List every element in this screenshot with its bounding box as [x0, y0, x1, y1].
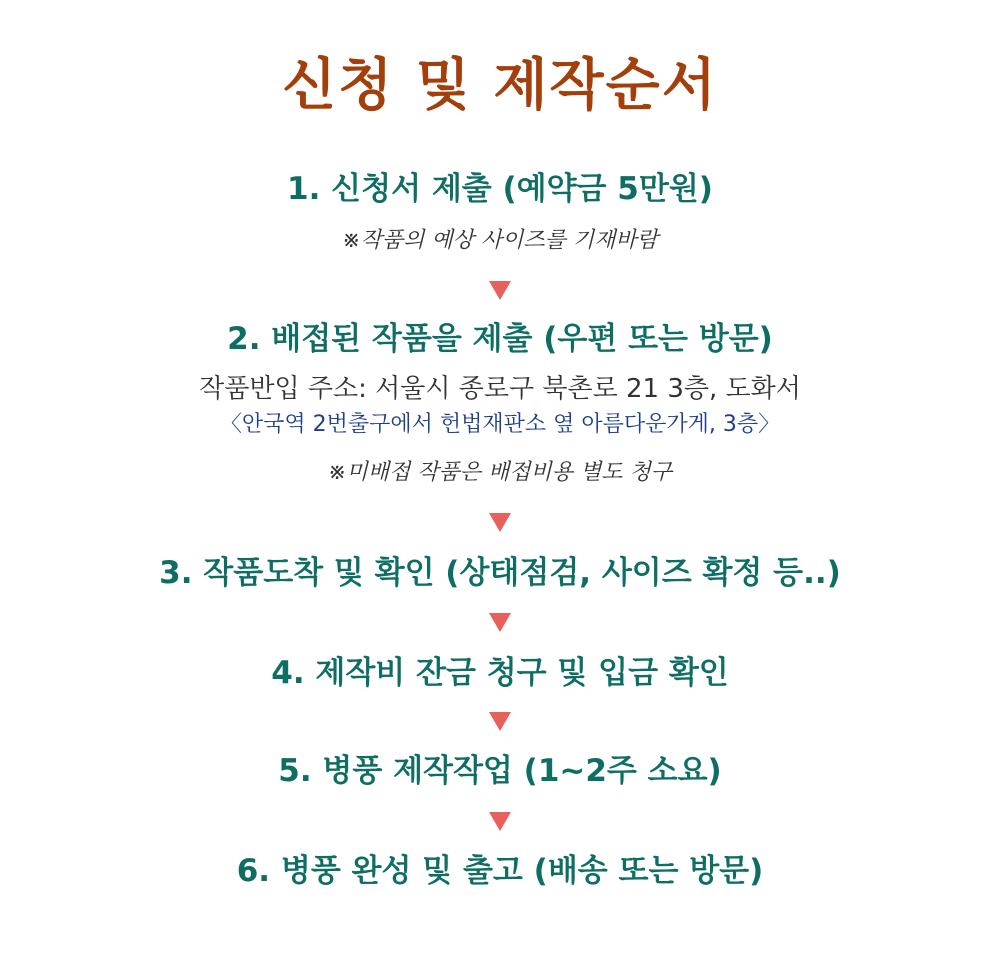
down-arrow-icon: [489, 281, 511, 300]
step-4-label: 4. 제작비 잔금 청구 및 입금 확인: [271, 655, 729, 691]
step-1-label: 1. 신청서 제출 (예약금 5만원): [287, 171, 713, 207]
step-5-label: 5. 병풍 제작작업 (1~2주 소요): [278, 753, 722, 789]
down-arrow-icon: [489, 712, 511, 731]
step-1-note: ※작품의 예상 사이즈를 기재바람: [342, 228, 658, 253]
step-2-address: 작품반입 주소: 서울시 종로구 북촌로 21 3층, 도화서: [199, 374, 801, 404]
down-arrow-icon: [489, 513, 511, 532]
step-3-label: 3. 작품도착 및 확인 (상태점검, 사이즈 확정 등..): [159, 555, 841, 591]
page-title: 신청 및 제작순서: [282, 53, 718, 118]
down-arrow-icon: [489, 613, 511, 632]
step-2-address-detail: 〈안국역 2번출구에서 헌법재판소 옆 아름다운가게, 3층〉: [219, 412, 781, 437]
down-arrow-icon: [489, 812, 511, 831]
step-6-label: 6. 병풍 완성 및 출고 (배송 또는 방문): [236, 853, 764, 889]
step-2-label: 2. 배접된 작품을 제출 (우편 또는 방문): [227, 321, 773, 357]
step-2-note: ※미배접 작품은 배접비용 별도 청구: [328, 460, 672, 485]
